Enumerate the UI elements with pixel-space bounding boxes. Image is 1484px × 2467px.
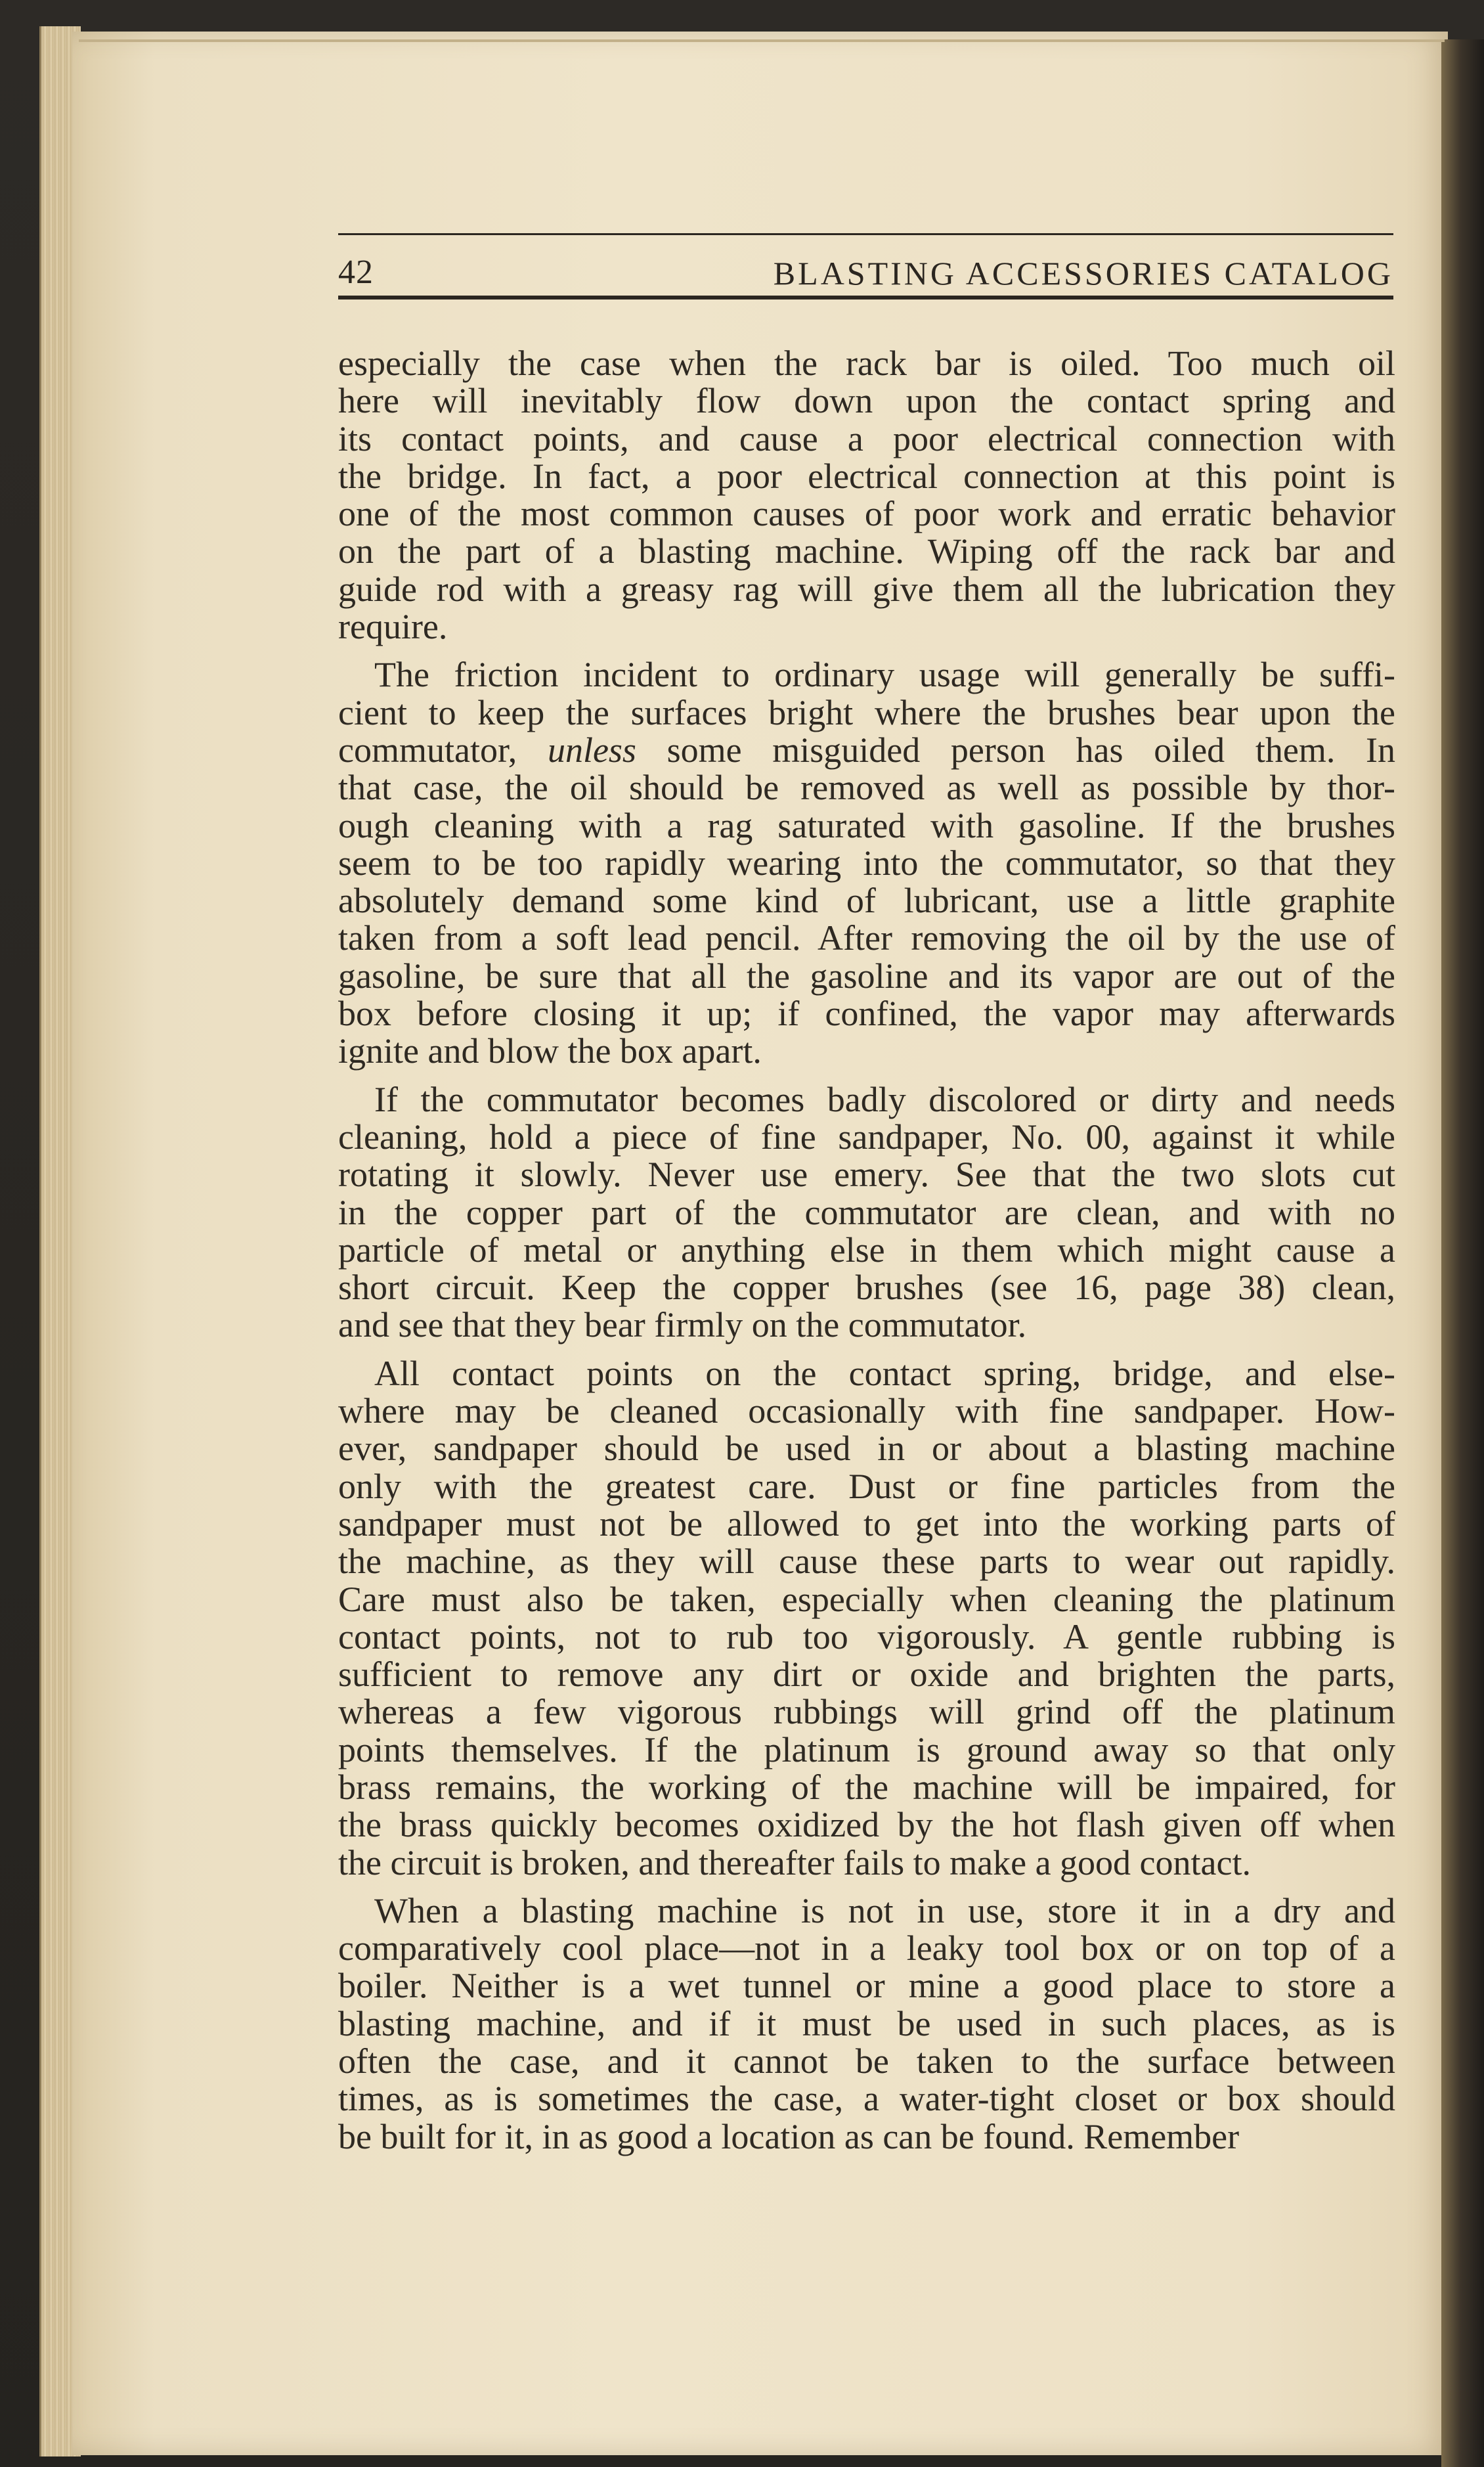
text-line: sufficient to remove any dirt or oxide and brighten the parts, xyxy=(338,1655,1395,1695)
text-line: one of the most common causes of poor work and erratic behavior xyxy=(338,494,1395,534)
text-line: All contact points on the contact spring, bridge, and else- xyxy=(374,1353,1395,1393)
text-line: The friction incident to ordinary usage will generally be suffi- xyxy=(374,655,1395,695)
text-line: ever, sandpaper should be used in or about a blasting machine xyxy=(338,1429,1395,1469)
binding-gutter xyxy=(1441,39,1484,2467)
body-text xyxy=(338,345,1395,2166)
text-line: points themselves. If the platinum is ground away so that only xyxy=(338,1729,1395,1769)
paragraph xyxy=(338,1355,1395,1882)
text-line: and see that they bear firmly on the commutator. xyxy=(338,1305,1027,1345)
paragraph xyxy=(338,1892,1395,2156)
text-line: taken from a soft lead pencil. After removing the oil by the use of xyxy=(338,918,1395,958)
text-line: the machine, as they will cause these parts to wear out rapidly. xyxy=(338,1542,1395,1582)
text-line: blasting machine, and if it must be used in such places, as is xyxy=(338,2003,1395,2043)
text-line: the bridge. In fact, a poor electrical connection at this point is xyxy=(338,456,1395,496)
page-header xyxy=(338,233,1393,292)
text-line: sandpaper must not be allowed to get into the working parts of xyxy=(338,1503,1395,1544)
text-line: times, as is sometimes the case, a water-tight closet or box should xyxy=(338,2079,1395,2119)
text-line: cient to keep the surfaces bright where the brushes bear upon the xyxy=(338,692,1395,732)
text-line: its contact points, and cause a poor electrical connection with xyxy=(338,418,1395,458)
text-line: especially the case when the rack bar is oiled. Too much oil xyxy=(338,344,1395,383)
text-line: comparatively cool place—not in a leaky tool box or on top of a xyxy=(338,1928,1395,1968)
text-line: particle of metal or anything else in them which might cause a xyxy=(338,1230,1395,1270)
paragraph xyxy=(338,345,1395,646)
text-line: be built for it, in as good a location as can be found. Remember xyxy=(338,2116,1240,2156)
text-line: absolutely demand some kind of lubricant, use a little graphite xyxy=(338,881,1395,921)
text-line: When a blasting machine is not in use, store it in a dry and xyxy=(374,1890,1395,1930)
text-line: If the commutator becomes badly discolored or dirty and needs xyxy=(374,1079,1395,1119)
text-line: the circuit is broken, and thereafter fails to make a good contact. xyxy=(338,1842,1251,1882)
text-line: rotating it slowly. Never use emery. See that the two slots cut xyxy=(338,1155,1395,1195)
text-line: commutator, unless some misguided person has oiled them. In xyxy=(338,730,1395,770)
text-line: in the copper part of the commutator are clean, and with no xyxy=(338,1192,1395,1232)
header-rule-top xyxy=(338,233,1393,235)
text-line: box before closing it up; if confined, the vapor may afterwards xyxy=(338,994,1395,1034)
text-line: seem to be too rapidly wearing into the commutator, so that they xyxy=(338,843,1395,883)
text-line: contact points, not to rub too vigorously. A gentle rubbing is xyxy=(338,1616,1395,1656)
text-line: the brass quickly becomes oxidized by the hot flash given off when xyxy=(338,1805,1395,1845)
paragraph xyxy=(338,656,1395,1070)
text-line: boiler. Neither is a wet tunnel or mine a good place to store a xyxy=(338,1966,1395,2006)
page-top-edge xyxy=(79,39,1445,42)
text-line: short circuit. Keep the copper brushes (see 16, page 38) clean, xyxy=(338,1268,1395,1308)
text-line: here will inevitably flow down upon the contact spring and xyxy=(338,381,1395,421)
text-line: guide rod with a greasy rag will give them all the lubrication they xyxy=(338,569,1395,609)
text-line: ignite and blow the box apart. xyxy=(338,1031,762,1071)
text-line: brass remains, the working of the machine will be impaired, for xyxy=(338,1767,1395,1807)
paragraph xyxy=(338,1081,1395,1345)
text-line: that case, the oil should be removed as well as possible by thor- xyxy=(338,768,1395,808)
text-line: where may be cleaned occasionally with fine sandpaper. How- xyxy=(338,1391,1395,1431)
header-rule-bottom xyxy=(338,296,1393,300)
text-line: only with the greatest care. Dust or fine particles from the xyxy=(338,1466,1395,1506)
text-line: whereas a few vigorous rubbings will grind off the platinum xyxy=(338,1692,1395,1732)
running-title: BLASTING ACCESSORIES CATALOG xyxy=(773,255,1393,292)
text-line: ough cleaning with a rag saturated with gasoline. If the brushes xyxy=(338,805,1395,845)
text-line: on the part of a blasting machine. Wiping off the rack bar and xyxy=(338,531,1395,571)
page-number: 42 xyxy=(338,254,374,291)
text-line: require. xyxy=(338,607,448,647)
text-line: gasoline, be sure that all the gasoline and its vapor are out of the xyxy=(338,956,1395,996)
text-line: Care must also be taken, especially when cleaning the platinum xyxy=(338,1579,1395,1619)
text-line: often the case, and it cannot be taken to the surface between xyxy=(338,2041,1395,2081)
text-line: cleaning, hold a piece of fine sandpaper, No. 00, against it while xyxy=(338,1117,1395,1157)
